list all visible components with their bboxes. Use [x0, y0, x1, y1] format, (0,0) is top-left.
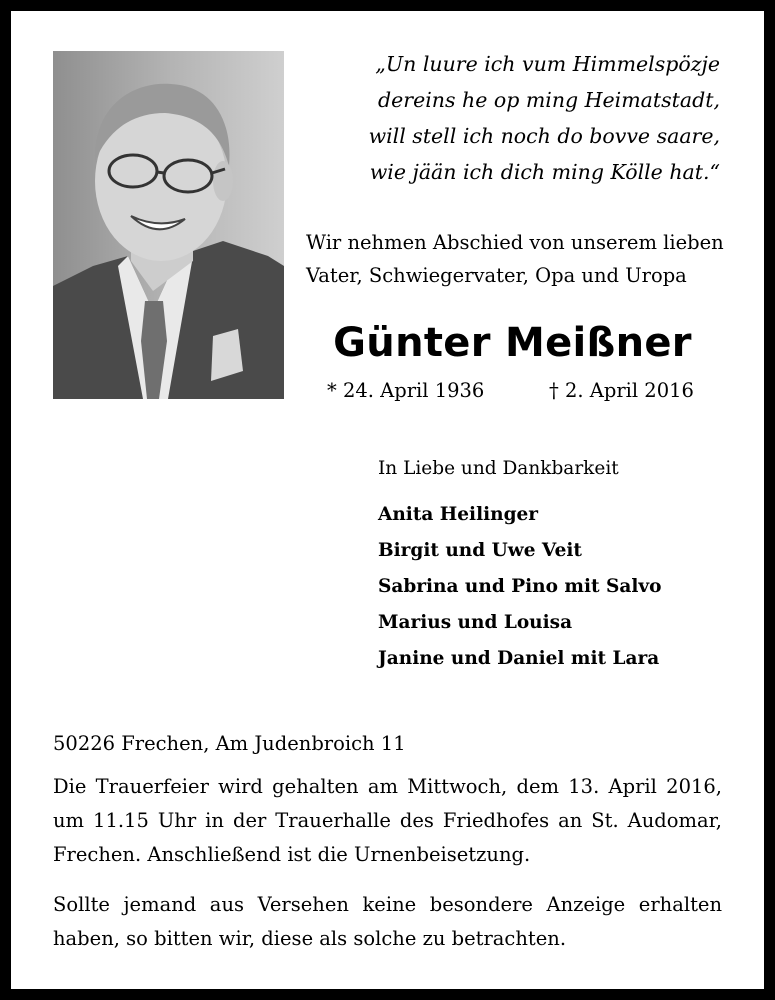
mourner-name: Sabrina und Pino mit Salvo	[378, 576, 662, 597]
portrait-photo	[53, 51, 284, 399]
mourner-name: Birgit und Uwe Veit	[378, 540, 582, 561]
quote-line: „Un luure ich vum Himmelspözje	[375, 52, 720, 76]
mourners-list	[378, 499, 661, 679]
intro-line: Wir nehmen Abschied von unserem lieben	[306, 231, 724, 254]
mourner-name: Anita Heilinger	[378, 504, 539, 525]
birth-date: * 24. April 1936	[327, 379, 485, 402]
family-address: 50226 Frechen, Am Judenbroich 11	[53, 732, 406, 755]
quote-line: dereins he op ming Heimatstadt,	[378, 88, 720, 112]
mourner-name: Marius und Louisa	[378, 612, 573, 633]
mourner-name: Janine und Daniel mit Lara	[378, 648, 660, 669]
quote-line: wie jään ich dich ming Kölle hat.“	[369, 160, 720, 184]
death-date: † 2. April 2016	[549, 379, 694, 402]
funeral-info: Die Trauerfeier wird gehalten am Mittwoch, dem 13. April 2016, um 11.15 Uhr in der Trauerhalle des Friedhofes an St. Audomar, Frechen. Anschließend ist die Urnenbeisetzung.	[53, 775, 722, 866]
quote-verse	[330, 46, 720, 190]
quote-line: will stell ich noch do bovve saare,	[368, 124, 720, 148]
farewell-intro	[306, 226, 726, 292]
notice-text: Sollte jemand aus Versehen keine besondere Anzeige erhalten haben, so bitten wir, diese als solche zu betrachten.	[53, 893, 722, 950]
deceased-name: Günter Meißner	[333, 320, 692, 366]
intro-line: Vater, Schwiegervater, Opa und Uropa	[306, 264, 687, 287]
thanks-line: In Liebe und Dankbarkeit	[378, 458, 619, 479]
